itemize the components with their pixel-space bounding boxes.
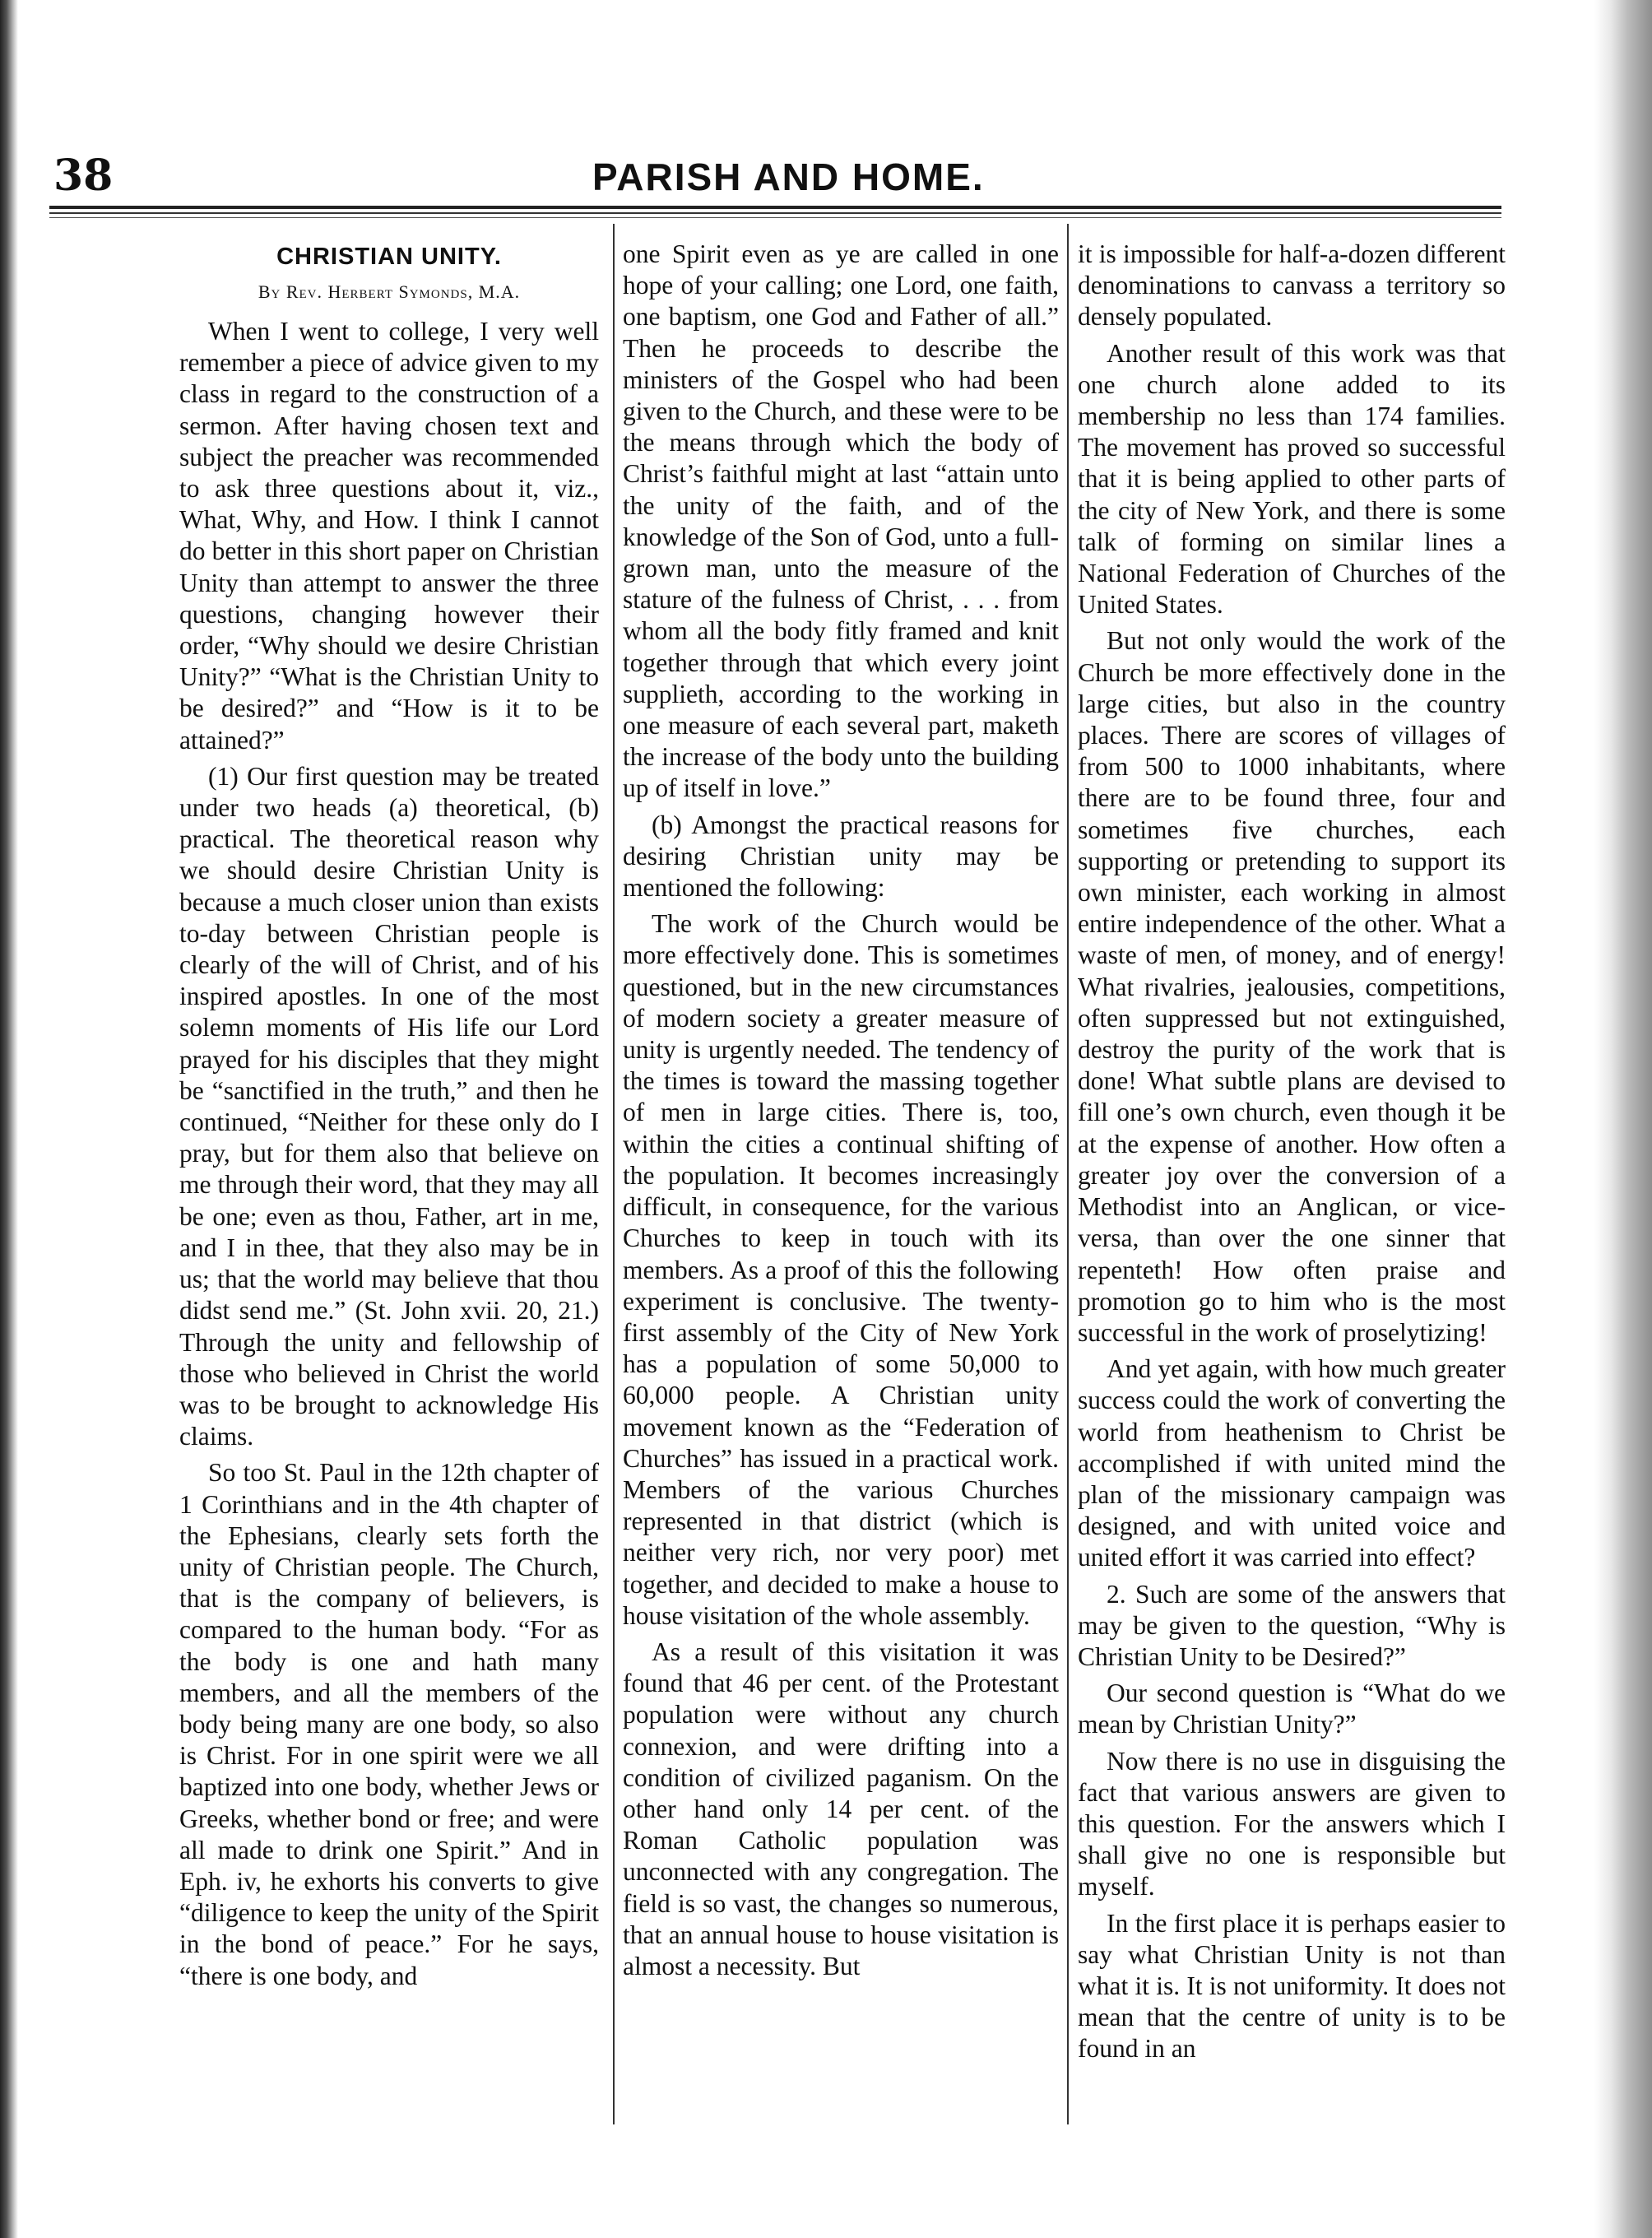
header-rule-thick	[49, 206, 1501, 209]
paragraph: As a result of this visitation it was found that 46 per cent. of the Protestant population were without any church connexion, and were drifting into a condition of civilized paganism. On the other hand only 14 per cent. of the Roman Catholic population was unconnected with any congregation. The field is so vast, the changes so numerous, that an annual house to house visitation is almost a necessity. But	[623, 1637, 1059, 1980]
paragraph: And yet again, with how much greater success could the work of converting the world from heathenism to Christ be accomplished if with united mind the plan of the missionary campaign was designed, and with united voice and united effort it was carried into effect?	[1078, 1354, 1506, 1572]
page-number: 38	[53, 151, 114, 201]
paragraph: In the first place it is perhaps easier to say what Christian Unity is not than what it is. It is not uniformity. It does not mean that the centre of unity is to be found in an	[1078, 1908, 1506, 2064]
paragraph: (b) Amongst the practical reasons for desiring Christian unity may be mentioned the following:	[623, 810, 1059, 903]
article-title: CHRISTIAN UNITY.	[276, 244, 502, 270]
binding-shadow-left	[0, 0, 18, 2238]
paragraph: 2. Such are some of the answers that may be given to the question, “Why is Christian Unity to be Desired?”	[1078, 1579, 1506, 1671]
header-rule-medium	[49, 212, 1501, 214]
column-divider-1	[613, 224, 615, 2124]
column-divider-2	[1067, 224, 1069, 2124]
paragraph-continued: one Spirit even as ye are called in one hope of your calling; one Lord, one faith, one baptism, one God and Father of all.” Then he proceeds to describe the ministers of the Gospel who had been given to the Church, and these were to be the means through which the body of Christ’s faithful might at last “attain unto the unity of the faith, and of the knowledge of the Son of God, unto a full-grown man, unto the measure of the stature of the fulness of Christ, . . . from whom all the body fitly framed and knit together through that which every joint supplieth, according to the working in one measure of each several part, maketh the increase of the body unto the building up of itself in love.”	[623, 239, 1059, 803]
page-edge-right	[1594, 0, 1652, 2238]
paragraph-continued: it is impossible for half-a-dozen different denominations to canvass a territory so densely populated.	[1078, 239, 1506, 332]
header-rule-thin	[49, 217, 1501, 218]
paragraph: Another result of this work was that one church alone added to its membership no less than 174 families. The movement has proved so successful that it is being applied to other parts of the city of New York, and there is some talk of forming on similar lines a National Federation of Churches of the United States.	[1078, 338, 1506, 620]
paragraph: The work of the Church would be more effectively done. This is sometimes questioned, but in the new circumstances of modern society a greater measure of unity is urgently needed. The tendency of the times is toward the massing together of men in large cities. There is, too, within the cities a continual shifting of the population. It becomes increasingly difficult, in consequence, for the various Churches to keep in touch with its members. As a proof of this the following experiment is conclusive. The twenty-first assembly of the City of New York has a population of some 50,000 to 60,000 people. A Christian unity movement known as the “Federation of Churches” has issued in a practical work. Members of the various Churches represented in that district (which is neither very rich, nor very poor) met together, and decided to make a house to house visitation of the whole assembly.	[623, 909, 1059, 1630]
text-column-1	[179, 239, 599, 2119]
text-column-3	[1078, 239, 1506, 2119]
running-title: PARISH AND HOME.	[592, 156, 985, 198]
paragraph: (1) Our first question may be treated under two heads (a) theoretical, (b) practical. The theoretical reason why we should desire Christian Unity is because a much closer union than exists to-day between Christian people is clearly of the will of Christ, and of his inspired apostles. In one of the most solemn moments of His life our Lord prayed for his disciples that they might be “sanctified in the truth,” and then he continued, “Neither for these only do I pray, but for them also that believe on me through their word, that they may all be one; even as thou, Father, art in me, and I in thee, that they also may be in us; that the world may believe that thou didst send me.” (St. John xvii. 20, 21.) Through the unity and fellowship of those who believed in Christ the world was to be brought to acknowledge His claims.	[179, 761, 599, 1451]
paragraph: So too St. Paul in the 12th chapter of 1 Corinthians and in the 4th chapter of the Ephesians, clearly sets forth the unity of Christian people. The Church, that is the company of believers, is compared to the human body. “For as the body is one and hath many members, and all the members of the body being many are one body, so also is Christ. For in one spirit were we all baptized into one body, whether Jews or Greeks, whether bond or free; and were all made to drink one Spirit.” And in Eph. iv, he exhorts his converts to give “diligence to keep the unity of the Spirit in the bond of peace.” For he says, “there is one body, and	[179, 1458, 599, 1990]
text-column-2	[623, 239, 1059, 2119]
paragraph: But not only would the work of the Church be more effectively done in the large cities, but also in the country places. There are scores of villages of from 500 to 1000 inhabitants, where there are to be found three, four and sometimes five churches, each supporting or pretending to support its own minister, each working in almost entire independence of the other. What a waste of men, of money, and of energy! What rivalries, jealousies, competitions, often suppressed but not extinguished, destroy the purity of the work that is done! What subtle plans are devised to fill one’s own church, even though it be at the expense of another. How often a greater joy over the conversion of a Methodist into an Anglican, or vice-versa, than over the one sinner that repenteth! How often praise and promotion go to him who is the most successful in the work of proselytizing!	[1078, 626, 1506, 1347]
paragraph: When I went to college, I very well remember a piece of advice given to my class in regard to the construction of a sermon. After having chosen text and subject the preacher was recommended to ask three questions about it, viz., What, Why, and How. I think I cannot do better in this short paper on Christian Unity than attempt to answer the three questions, changing however their order, “Why should we desire Christian Unity?” “What is the Christian Unity to be desired?” and “How is it to be attained?”	[179, 317, 599, 755]
paragraph: Our second question is “What do we mean by Christian Unity?”	[1078, 1678, 1506, 1739]
article-byline: By Rev. Herbert Symonds, M.A.	[258, 281, 521, 302]
paragraph: Now there is no use in disguising the fact that various answers are given to this question. For the answers which I shall give no one is responsible but myself.	[1078, 1746, 1506, 1901]
